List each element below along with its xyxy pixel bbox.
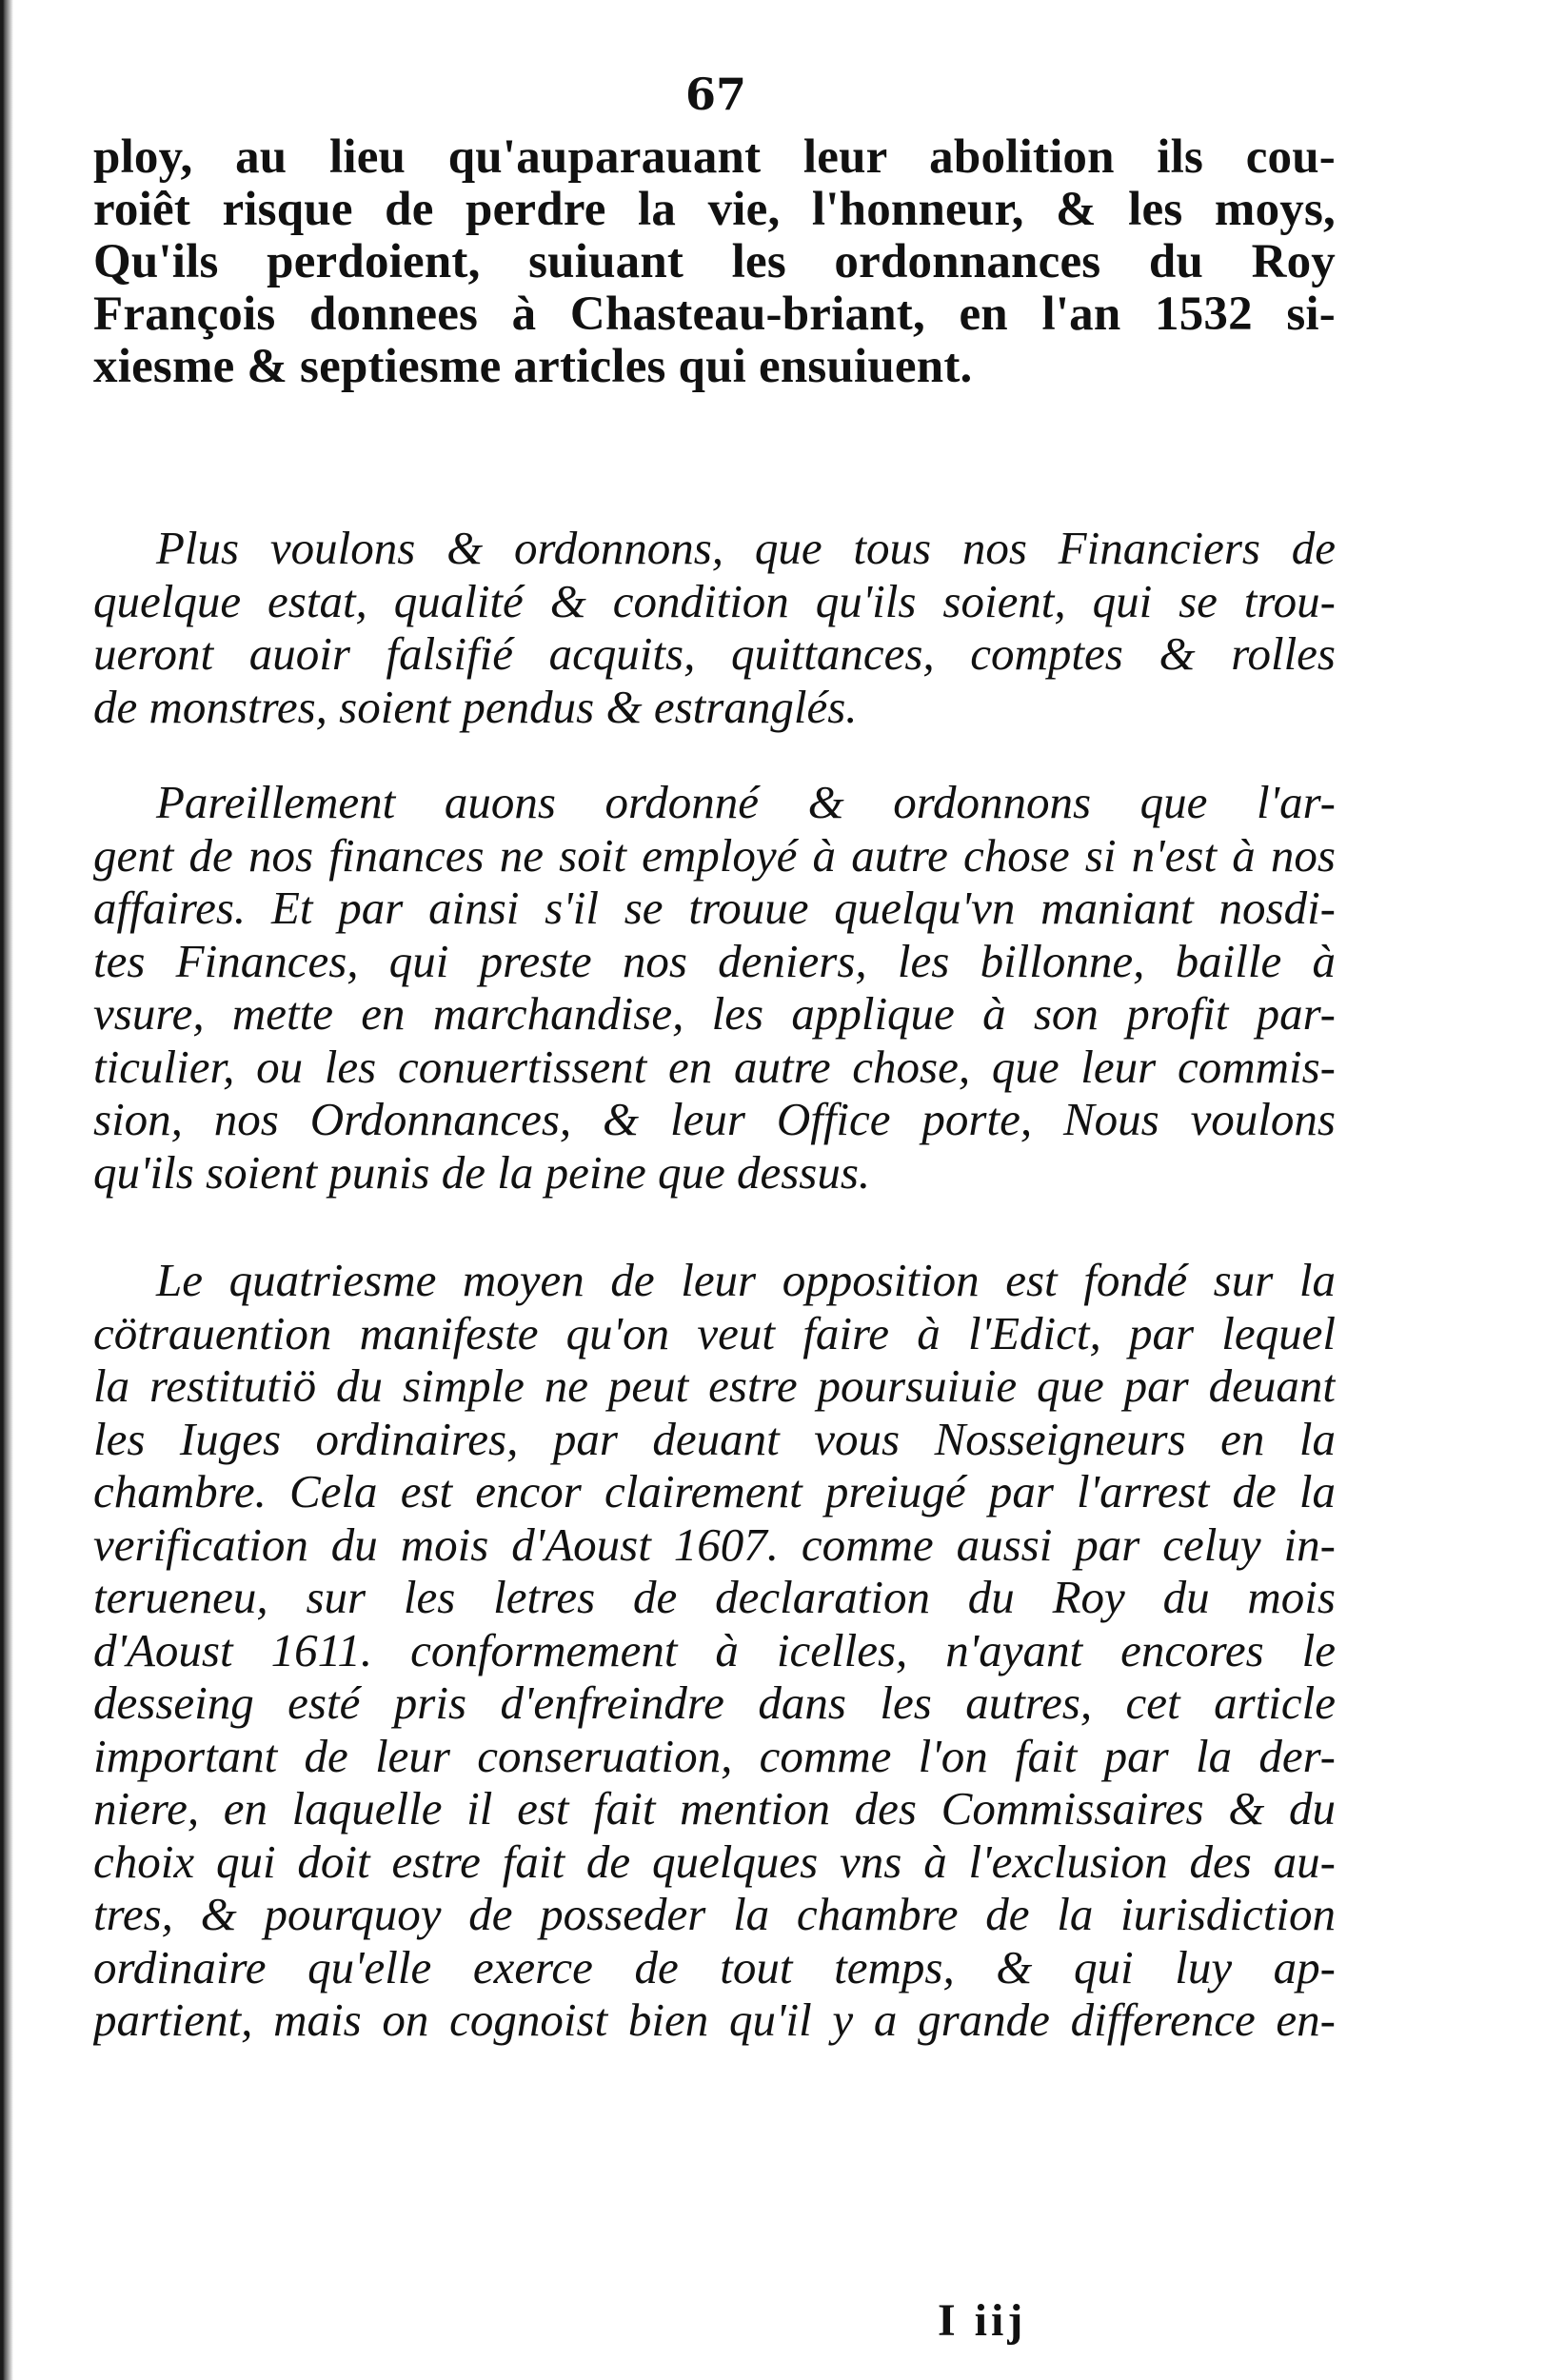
text-line: d'Aoust 1611. conformement à icelles, n'ayant encores le: [93, 1623, 1336, 1676]
paragraph-quoted-ordinance-2: [93, 776, 1336, 1199]
page-binding-edge: [0, 0, 13, 2380]
text-line: verification du mois d'Aoust 1607. comme aussi par celuy in-: [93, 1517, 1336, 1571]
text-line: ordinaire qu'elle exerce de tout temps, & qui luy ap-: [93, 1940, 1336, 1993]
text-line: niere, en laquelle il est fait mention des Commissaires & du: [93, 1782, 1336, 1835]
text-line: partient, mais on cognoist bien qu'il y a grande difference en-: [93, 1993, 1336, 2046]
text-line: Le quatriesme moyen de leur opposition est fondé sur la: [156, 1254, 1336, 1306]
text-line: gent de nos finances ne soit employé à autre chose si n'est à nos: [93, 828, 1336, 882]
text-line: desseing esté pris d'enfreindre dans les autres, cet article: [93, 1676, 1336, 1729]
text-line: xiesme & septiesme articles qui ensuiuent.: [93, 341, 973, 393]
text-line: qu'ils soient punis de la peine que dessus.: [93, 1145, 871, 1199]
text-line: Qu'ils perdoient, suiuant les ordonnances du Roy: [93, 236, 1336, 288]
text-line: ticulier, ou les conuertissent en autre chose, que leur commis-: [93, 1040, 1336, 1093]
text-line: ueront auoir falsifié acquits, quittances, comptes & rolles: [93, 627, 1336, 680]
page-number: 67: [685, 69, 747, 120]
paragraph-quoted-ordinance-1: [93, 522, 1336, 733]
text-line: vsure, mette en marchandise, les applique à son profit par-: [93, 987, 1336, 1040]
text-line: roiêt risque de perdre la vie, l'honneur, & les moys,: [93, 184, 1336, 236]
text-line: important de leur conseruation, comme l'on fait par la der-: [93, 1729, 1336, 1782]
text-line: sion, nos Ordonnances, & leur Office porte, Nous voulons: [93, 1093, 1336, 1145]
text-line: chambre. Cela est encor clairement preiugé par l'arrest de la: [93, 1465, 1336, 1517]
text-line: la restitutiö du simple ne peut estre poursuiuie que par deuant: [93, 1359, 1336, 1412]
paragraph-roman-intro: [93, 131, 1336, 393]
text-line: choix qui doit estre fait de quelques vns à l'exclusion des au-: [93, 1835, 1336, 1888]
text-line: de monstres, soient pendus & estranglés.: [93, 680, 858, 733]
text-line: les Iuges ordinaires, par deuant vous Nosseigneurs en la: [93, 1412, 1336, 1465]
text-line: terueneu, sur les letres de declaration du Roy du mois: [93, 1571, 1336, 1623]
text-line: affaires. Et par ainsi s'il se trouue quelqu'vn maniant nosdi-: [93, 882, 1336, 934]
text-line: Pareillement auons ordonné & ordonnons que l'ar-: [156, 776, 1336, 828]
signature-mark: I iij: [938, 2295, 1027, 2346]
text-line: tes Finances, qui preste nos deniers, les billonne, baille à: [93, 934, 1336, 987]
text-line: cötrauention manifeste qu'on veut faire à l'Edict, par lequel: [93, 1306, 1336, 1359]
text-line: tres, & pourquoy de posseder la chambre de la iurisdiction: [93, 1888, 1336, 1940]
paragraph-fourth-argument: [93, 1254, 1336, 2047]
text-line: quelque estat, qualité & condition qu'ils soient, qui se trou-: [93, 574, 1336, 627]
text-line: François donnees à Chasteau-briant, en l'an 1532 si-: [93, 288, 1336, 341]
text-line: ploy, au lieu qu'auparauant leur abolition ils cou-: [93, 131, 1336, 184]
text-line: Plus voulons & ordonnons, que tous nos Financiers de: [156, 522, 1336, 574]
